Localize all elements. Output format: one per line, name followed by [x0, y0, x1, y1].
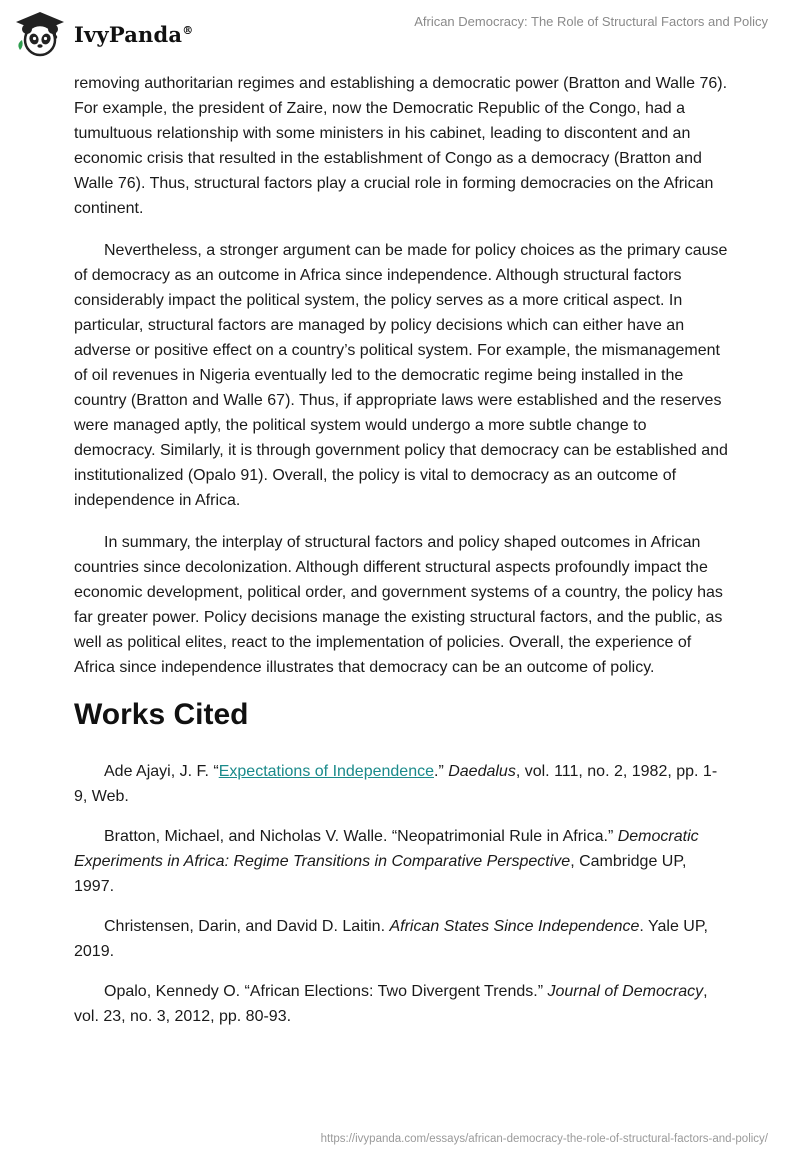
works-cited-heading: Works Cited — [74, 698, 249, 731]
citation-entry: Ade Ajayi, J. F. “Expectations of Independence.” Daedalus, vol. 111, no. 2, 1982, pp. 1-9, Web. — [74, 763, 718, 805]
body-paragraph: Nevertheless, a stronger argument can be made for policy choices as the primary cause of democracy as an outcome in Africa since independence. Although structural factors considerably impact the political system, the policy serves as a more critical aspect. In particular, structural factors are managed by policy decisions which can either have an adverse or positive effect on a country’s political system. For example, the mismanagement of oil revenues in Nigeria eventually led to the democratic regime being installed in the country (Bratton and Walle 67). Thus, if appropriate laws were established and the reserves were managed aptly, the political system would undergo a more subtle change to democracy. Similarly, it is through government policy that democracy can be established and institutionalized (Opalo 91). Overall, the policy is vital to democracy as an outcome of independence in Africa. — [74, 242, 728, 509]
site-logo[interactable] — [14, 8, 214, 60]
citation-link[interactable]: Expectations of Independence — [218, 763, 434, 780]
body-paragraph: removing authoritarian regimes and establishing a democratic power (Bratton and Walle 76). For example, the president of Zaire, now the Democratic Republic of the Congo, had a tumultuous relationship with some ministers in his cabinet, leading to discontent and an economic crisis that resulted in the establishment of Congo as a democracy (Bratton and Walle 76). Thus, structural factors play a crucial role in forming democracies on the African continent. — [74, 75, 728, 217]
page-header — [0, 0, 800, 68]
citation-entry: Bratton, Michael, and Nicholas V. Walle. “Neopatrimonial Rule in Africa.” Democratic Experiments in Africa: Regime Transitions in Comparative Perspective, Cambridge UP, 1997. — [74, 828, 699, 895]
essay-content — [74, 71, 728, 1044]
body-paragraph: In summary, the interplay of structural factors and policy shaped outcomes in African countries since decolonization. Although different structural aspects profoundly impact the economic development, political order, and government systems of a country, the policy has far greater power. Policy decisions manage the existing structural factors, and the public, as well as political elites, react to the implementation of policies. Overall, the experience of Africa since independence illustrates that democracy can be an outcome of policy. — [74, 534, 723, 676]
document-title: African Democracy: The Role of Structural Factors and Policy — [414, 14, 768, 29]
logo-text: IvyPanda® — [74, 21, 194, 47]
panda-graduate-icon — [14, 10, 66, 58]
footer-url[interactable]: https://ivypanda.com/essays/african-democracy-the-role-of-structural-factors-and-policy/ — [320, 1133, 768, 1145]
citation-entry: Opalo, Kennedy O. “African Elections: Two Divergent Trends.” Journal of Democracy, vol. 23, no. 3, 2012, pp. 80-93. — [74, 983, 708, 1025]
citation-entry: Christensen, Darin, and David D. Laitin. African States Since Independence. Yale UP, 2019. — [74, 918, 708, 960]
